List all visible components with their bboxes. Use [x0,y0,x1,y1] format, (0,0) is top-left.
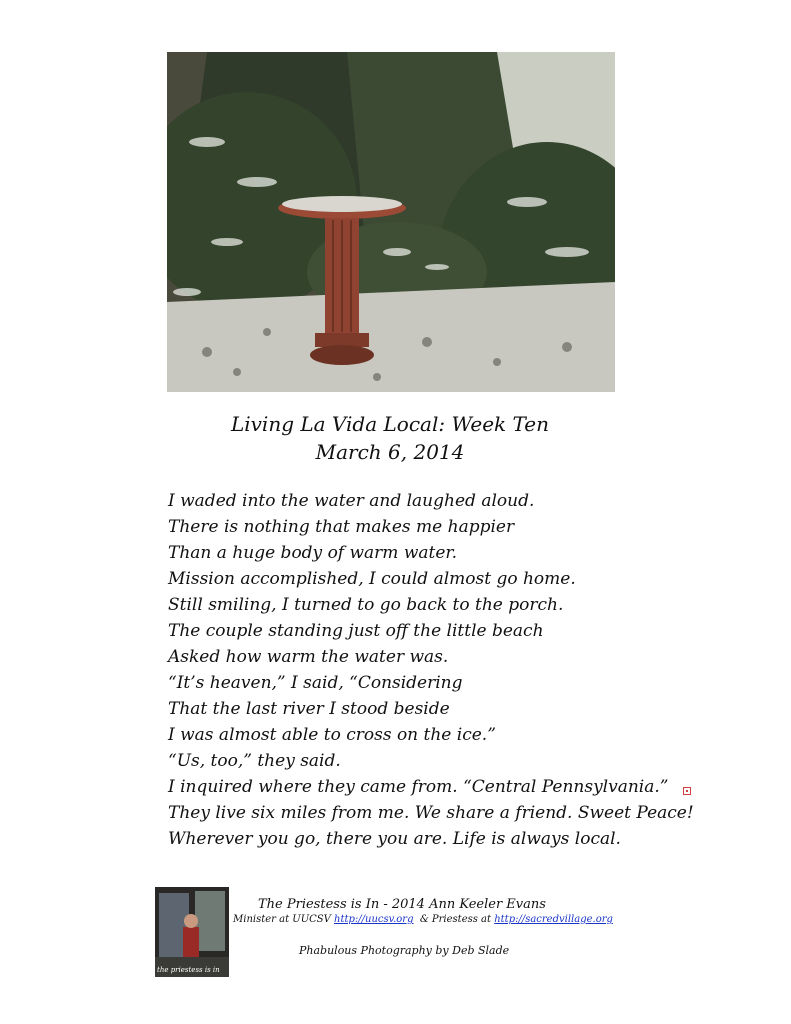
post-title [160,410,620,466]
poem-line: Wherever you go, there you are. Life is always local. [168,829,621,849]
title-line: Living La Vida Local: Week Ten [230,412,550,436]
footer-title: The Priestess is In - 2014 Ann Keeler Evans [258,897,546,912]
poem-line: Mission accomplished, I could almost go home. [168,569,576,589]
poem-line: I inquired where they came from. “Central Pennsylvania.” [168,777,669,797]
poem-line: “Us, too,” they said. [168,751,341,771]
poem-line: Asked how warm the water was. [168,647,449,667]
poem-line: The couple standing just off the little beach [168,621,544,641]
date-line: March 6, 2014 [315,440,465,464]
poem [168,488,708,852]
poem-line: Still smiling, I turned to go back to the porch. [168,595,564,615]
poem-line: I waded into the water and laughed aloud. [168,491,535,511]
poem-line: Than a huge body of warm water. [168,543,458,563]
header-photo [167,52,615,392]
sacredvillage-link[interactable]: http://sacredvillage.org [494,914,613,925]
poem-line: That the last river I stood beside [168,699,450,719]
priestess-thumbnail [155,887,229,977]
uucsv-link[interactable]: http://uucsv.org [334,914,414,925]
poem-line: I was almost able to cross on the ice.” [168,725,496,745]
minister-prefix: Minister at UUCSV [233,914,335,925]
priestess-prefix: & Priestess at [413,914,495,925]
thumbnail-caption: the priestess is in [157,966,220,974]
poem-line: They live six miles from me. We share a friend. Sweet Peace! [168,803,694,823]
footer-affiliations [233,914,613,925]
poem-line: There is nothing that makes me happier [168,517,515,537]
photo-credit: Phabulous Photography by Deb Slade [299,944,510,957]
poem-line: “It’s heaven,” I said, “Considering [168,673,463,693]
annotation-marker-icon[interactable] [683,787,691,795]
